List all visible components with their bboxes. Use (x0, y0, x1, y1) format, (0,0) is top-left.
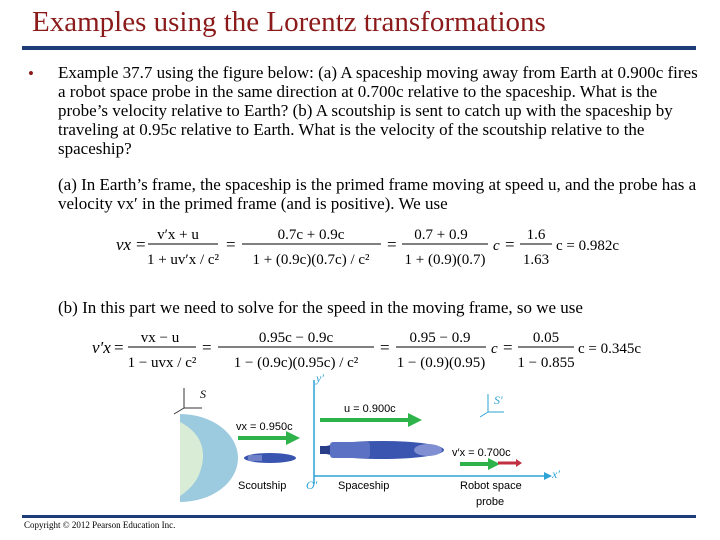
robot-probe-icon (498, 459, 522, 467)
equation-a (116, 222, 676, 268)
frame-s-axes (174, 388, 202, 414)
eq-a-result: c = 0.982c (556, 238, 620, 254)
spaceship-label: Spaceship (338, 480, 390, 492)
eq-b-den2: 1 − (0.9c)(0.95c) / c² (233, 355, 359, 371)
eq-a-num3: 0.7 + 0.9 (414, 227, 468, 243)
origin-prime-label: O′ (306, 478, 318, 492)
eq-b-num4: 0.05 (532, 330, 560, 346)
eq-b-lhs: v′x (92, 338, 111, 357)
scoutship-icon (244, 453, 296, 463)
bullet-marker: • (28, 64, 34, 83)
vx-label: vx = 0.950c (236, 421, 293, 433)
x-prime-label: x′ (552, 467, 560, 481)
eq-a-num4: 1.6 (526, 227, 546, 243)
scoutship-label: Scoutship (238, 480, 287, 492)
probe-label-line1: Robot space (460, 480, 522, 492)
y-prime-label: y′ (316, 372, 324, 385)
eq-a-den1: 1 + uv′x / c² (146, 252, 220, 268)
frame-s-prime-label: S′ (494, 393, 503, 407)
eq-b-num1: vx − u (140, 330, 180, 346)
svg-text:=: = (505, 235, 515, 254)
svg-text:=: = (202, 338, 212, 357)
svg-text:c: c (493, 238, 500, 254)
frame-s-label: S (200, 387, 206, 401)
svg-text:=: = (387, 235, 397, 254)
svg-text:=: = (503, 338, 513, 357)
part-a-text: (a) In Earth’s frame, the spaceship is the primed frame moving at speed u, and the probe has a velocity vx′ in the primed frame (and is positive). We use (58, 175, 697, 213)
eq-b-den3: 1 − (0.9)(0.95) (396, 355, 486, 371)
equation-b (92, 325, 692, 371)
eq-a-den4: 1.63 (522, 252, 550, 268)
eq-b-num3: 0.95 − 0.9 (409, 330, 471, 346)
eq-a-num2: 0.7c + 0.9c (277, 227, 345, 243)
part-b-text: (b) In this part we need to solve for the speed in the moving frame, so we use (58, 298, 583, 317)
eq-a-den2: 1 + (0.9c)(0.7c) / c² (252, 252, 370, 268)
svg-text:=: = (226, 235, 236, 254)
vx-prime-label: v′x = 0.700c (452, 447, 511, 459)
svg-text:c: c (491, 341, 498, 357)
eq-b-den4: 1 − 0.855 (517, 355, 575, 371)
svg-text:=: = (380, 338, 390, 357)
eq-a-den3: 1 + (0.9)(0.7) (404, 252, 486, 268)
slide-title: Examples using the Lorentz transformations (32, 6, 546, 38)
u-label: u = 0.900c (344, 403, 396, 415)
eq-b-den1: 1 − uvx / c² (127, 355, 197, 371)
eq-a-lhs: vx (116, 235, 132, 254)
eq-a-num1: v′x + u (157, 227, 199, 243)
svg-text:=: = (136, 235, 146, 254)
probe-label-line2: probe (476, 496, 505, 508)
copyright-text: Copyright © 2012 Pearson Education Inc. (24, 520, 176, 530)
figure-spaceship-diagram (170, 372, 580, 512)
eq-b-num2: 0.95c − 0.9c (258, 330, 334, 346)
eq-b-result: c = 0.345c (578, 341, 642, 357)
problem-statement: Example 37.7 using the figure below: (a) A spaceship moving away from Earth at 0.900c fires a robot space probe in the same direction at 0.700c relative to the spaceship. What is the probe’s velocity relative to Earth? (b) A scoutship is sent to catch up with the spaceship by traveling at 0.95c relative to Earth. What is the velocity of the scoutship relative to the spaceship? (58, 63, 698, 158)
title-divider (22, 46, 696, 50)
footer-divider (22, 515, 696, 518)
spaceship-icon (320, 441, 444, 459)
svg-text:=: = (114, 338, 124, 357)
